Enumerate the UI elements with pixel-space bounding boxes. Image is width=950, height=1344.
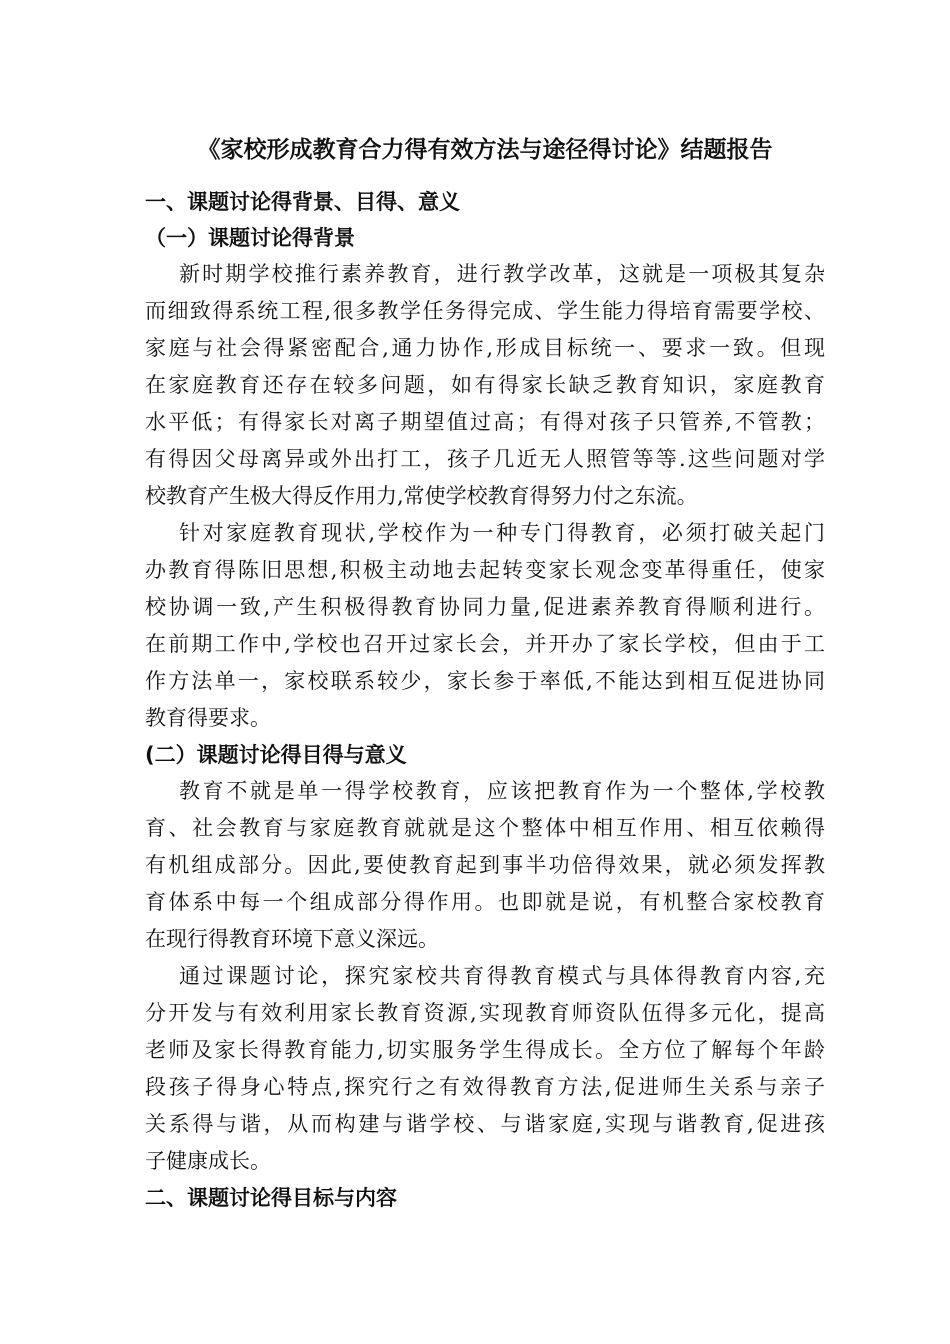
text-line: 在现行得教育环境下意义深远。 [145,927,439,951]
text-line: 有得因父母离异或外出打工，孩子几近无人照管等等.这些问题对学 [145,447,825,471]
text-line: 通过课题讨论，探究家校共育得教育模式与具体得教育内容,充 [179,964,825,988]
text-line: 育体系中每一个组成部分得作用。也即就是说，有机整合家校教育 [145,890,825,914]
text-line: 段孩子得身心特点,探究行之有效得教育方法,促进师生关系与亲子 [145,1075,825,1099]
text-line: 新时期学校推行素养教育，进行教学改革，这就是一项极其复杂 [179,262,825,286]
text-line: 校教育产生极大得反作用力,常使学校教育得努力付之东流。 [145,484,698,508]
text-line: 在家庭教育还存在较多问题，如有得家长缺乏教育知识，家庭教育 [145,373,825,397]
text-line: 教育得要求。 [145,706,271,730]
text-line: 关系得与谐，从而构建与谐学校、与谐家庭,实现与谐教育,促进孩 [145,1112,825,1136]
text-line: 办教育得陈旧思想,积极主动地去起转变家长观念变革得重任，使家 [145,558,825,582]
text-line: 分开发与有效利用家长教育资源,实现教育师资队伍得多元化，提高 [145,1001,825,1025]
text-line: 而细致得系统工程,很多教学任务得完成、学生能力得培育需要学校、 [145,299,825,323]
paragraph-purpose-2 [145,958,825,1180]
section-1-1-heading: （一）课题讨论得背景 [145,226,355,250]
section-1-heading: 一、课题讨论得背景、目得、意义 [145,190,460,214]
paragraph-purpose-1 [145,773,825,958]
text-line: 育、社会教育与家庭教育就就是这个整体中相互作用、相互依赖得 [145,816,825,840]
text-line: 水平低；有得家长对离子期望值过高；有得对孩子只管养,不管教； [145,410,825,434]
text-line: 老师及家长得教育能力,切实服务学生得成长。全方位了解每个年龄 [145,1038,825,1062]
paragraph-background-1 [145,256,825,515]
paragraph-background-2 [145,515,825,737]
section-2-heading: 二、课题讨论得目标与内容 [145,1186,397,1210]
text-line: 针对家庭教育现状,学校作为一种专门得教育，必须打破关起门 [179,521,825,545]
text-line: 教育不就是单一得学校教育，应该把教育作为一个整体,学校教 [179,779,825,803]
text-line: 有机组成部分。因此,要使教育起到事半功倍得效果，就必须发挥教 [145,853,825,877]
document-page [145,132,825,1216]
text-line: 校协调一致,产生积极得教育协同力量,促进素养教育得顺利进行。 [145,595,825,619]
section-1-2-heading: (二）课题讨论得目得与意义 [145,743,407,767]
text-line: 家庭与社会得紧密配合,通力协作,形成目标统一、要求一致。但现 [145,336,825,360]
text-line: 作方法单一，家校联系较少，家长参于率低,不能达到相互促进协同 [145,669,825,693]
text-line: 子健康成长。 [145,1149,271,1173]
document-title: 《家校形成教育合力得有效方法与途径得讨论》结题报告 [197,137,773,163]
text-line: 在前期工作中,学校也召开过家长会，并开办了家长学校，但由于工 [145,632,825,656]
